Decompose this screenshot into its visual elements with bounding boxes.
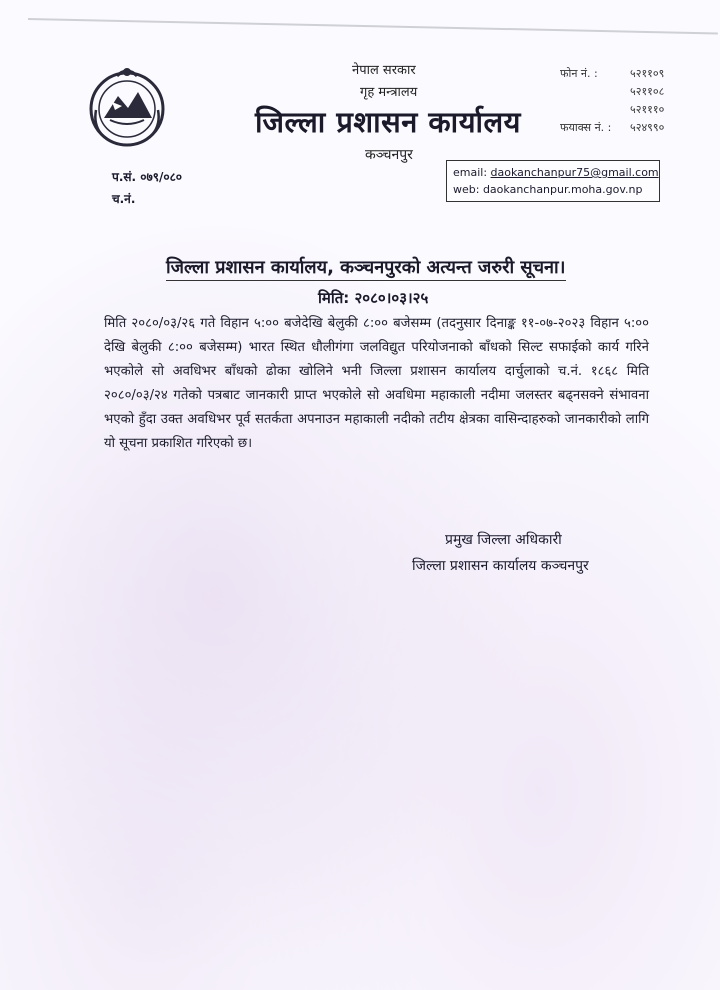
web-label: web: xyxy=(453,183,480,196)
ministry-name: गृह मन्त्रालय xyxy=(360,85,418,100)
email-link[interactable]: daokanchanpur75@gmail.com xyxy=(490,166,659,179)
fax-label: फयाक्स नं. : xyxy=(560,121,612,134)
phone-line-2 xyxy=(560,84,720,99)
notice-title: जिल्ला प्रशासन कार्यालय, कञ्चनपुरको अत्यन्त जरुरी सूचना। xyxy=(166,255,566,281)
dispatch-number: च.नं. xyxy=(112,192,136,206)
phone-number: ५२११०९ xyxy=(630,67,665,80)
paper-edge xyxy=(28,18,718,34)
email-label: email: xyxy=(453,166,488,179)
contact-box xyxy=(446,160,660,202)
nepal-government-emblem xyxy=(82,62,172,152)
reference-number: प.सं. ०७९/०८० xyxy=(112,170,183,184)
signatory-office: जिल्ला प्रशासन कार्यालय कञ्चनपुर xyxy=(412,558,589,574)
web-link[interactable]: daokanchanpur.moha.gov.np xyxy=(482,183,643,196)
notice-body: मिति २०८०/०३/२६ गते विहान ५:०० बजेदेखि बेलुकी ८:०० बजेसम्म (तदनुसार दिनाङ्क ११-०७-२०२३ विहान ५:०० देखि बेलुकी ८:०० बजेसम्म) भारत स्थित धौलीगंगा जलविद्युत परियोजनाको बाँधको सिल्ट सफाईको कार्य गरिने भएकोले सो अवधिभर बाँधको ढोका खोलिने भनी जिल्ला प्रशासन कार्यालय दार्चुलाको च.नं. १८६८ मिति २०८०/०३/२४ गतेको पत्रबाट जानकारी प्राप्त भएकोले सो अवधिमा महाकाली नदीमा जलस्तर बढ्नसक्ने संभावना भएको हुँदा उक्त अवधिभर पूर्व सतर्कता अपनाउन महाकाली नदीको तटीय क्षेत्रका वासिन्दाहरुको जानकारीको लागि यो सूचना प्रकाशित गरिएको छ। xyxy=(104,316,649,451)
office-title: जिल्ला प्रशासन कार्यालय xyxy=(255,105,522,139)
phone-number: ५२१११० xyxy=(630,103,665,116)
fax-line xyxy=(560,120,720,135)
phone-number: ५२११०८ xyxy=(630,85,665,98)
government-name: नेपाल सरकार xyxy=(352,63,416,78)
phone-label: फोन नं. : xyxy=(560,67,598,80)
fax-number: ५२४९९० xyxy=(630,121,665,134)
phone-line-3 xyxy=(560,102,720,117)
signatory-title: प्रमुख जिल्ला अधिकारी xyxy=(445,532,562,548)
phone-line-1 xyxy=(560,66,720,81)
district-name: कञ्चनपुर xyxy=(365,147,413,163)
notice-date: मिति: २०८०।०३।२५ xyxy=(318,289,429,307)
